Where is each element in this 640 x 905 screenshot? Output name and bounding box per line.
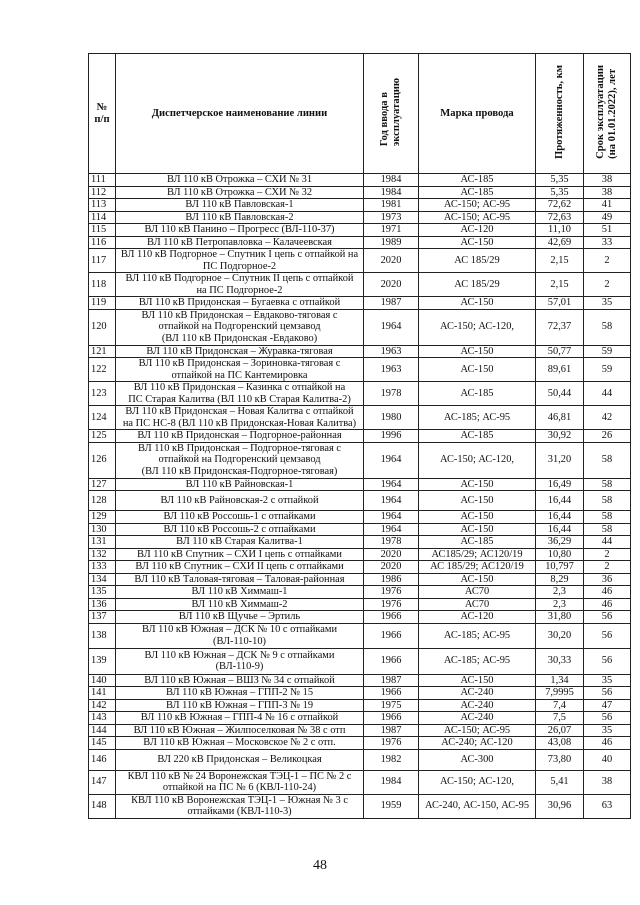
cell-wire: АС-150; АС-95 [419, 724, 536, 737]
cell-num: 135 [89, 586, 116, 599]
cell-length: 42,69 [536, 236, 584, 249]
cell-year: 1980 [364, 406, 419, 430]
cell-age: 56 [584, 687, 631, 700]
table-body [89, 174, 631, 819]
cell-name: ВЛ 110 кВ Южная – Московское № 2 с отп. [116, 737, 364, 750]
cell-wire: АС-185 [419, 536, 536, 549]
table-row [89, 273, 631, 297]
cell-num: 141 [89, 687, 116, 700]
cell-age: 2 [584, 273, 631, 297]
cell-year: 1966 [364, 712, 419, 725]
cell-length: 16,49 [536, 478, 584, 491]
cell-length: 8,29 [536, 573, 584, 586]
table-row [89, 297, 631, 310]
cell-num: 118 [89, 273, 116, 297]
cell-year: 1966 [364, 648, 419, 674]
cell-wire: АС-150 [419, 523, 536, 536]
cell-name: ВЛ 110 кВ Отрожка – СХИ № 31 [116, 174, 364, 187]
cell-year: 2020 [364, 249, 419, 273]
cell-name: ВЛ 110 кВ Райновская-1 [116, 478, 364, 491]
cell-name: ВЛ 110 кВ Подгорное – Спутник I цепь с отпайкой на ПС Подгорное-2 [116, 249, 364, 273]
cell-num: 129 [89, 511, 116, 524]
cell-wire: АС-120 [419, 224, 536, 237]
cell-num: 142 [89, 699, 116, 712]
cell-age: 2 [584, 249, 631, 273]
cell-name: КВЛ 110 кВ Воронежская ТЭЦ-1 – Южная № 3 с отпайками (КВЛ-110-3) [116, 794, 364, 818]
table-row [89, 737, 631, 750]
cell-length: 73,80 [536, 749, 584, 770]
cell-age: 40 [584, 749, 631, 770]
cell-age: 58 [584, 309, 631, 345]
cell-num: 122 [89, 358, 116, 382]
cell-length: 30,33 [536, 648, 584, 674]
cell-wire: АС-300 [419, 749, 536, 770]
cell-name: ВЛ 110 кВ Павловская-1 [116, 199, 364, 212]
cell-length: 43,08 [536, 737, 584, 750]
cell-num: 137 [89, 611, 116, 624]
cell-year: 1959 [364, 794, 419, 818]
cell-name: ВЛ 110 кВ Южная – ДСК № 10 с отпайками (ВЛ-110-10) [116, 623, 364, 648]
cell-age: 56 [584, 611, 631, 624]
cell-length: 46,81 [536, 406, 584, 430]
cell-length: 2,3 [536, 598, 584, 611]
cell-length: 30,92 [536, 430, 584, 443]
table-row [89, 561, 631, 574]
cell-age: 35 [584, 724, 631, 737]
cell-length: 72,63 [536, 211, 584, 224]
cell-year: 2020 [364, 273, 419, 297]
cell-wire: АС-150; АС-95 [419, 211, 536, 224]
cell-year: 1964 [364, 442, 419, 478]
cell-length: 2,15 [536, 249, 584, 273]
cell-wire: АС 185/29 [419, 273, 536, 297]
cell-year: 1989 [364, 236, 419, 249]
table-row [89, 382, 631, 406]
cell-year: 1966 [364, 611, 419, 624]
cell-year: 1963 [364, 358, 419, 382]
cell-length: 2,15 [536, 273, 584, 297]
cell-age: 35 [584, 674, 631, 687]
cell-length: 57,01 [536, 297, 584, 310]
cell-wire: АС-185 [419, 382, 536, 406]
cell-num: 121 [89, 345, 116, 358]
cell-age: 41 [584, 199, 631, 212]
table-row [89, 186, 631, 199]
cell-length: 50,44 [536, 382, 584, 406]
cell-length: 7,4 [536, 699, 584, 712]
header-num: № п/п [89, 54, 116, 174]
cell-age: 47 [584, 699, 631, 712]
cell-year: 1964 [364, 309, 419, 345]
cell-year: 1964 [364, 511, 419, 524]
cell-num: 124 [89, 406, 116, 430]
cell-name: ВЛ 110 кВ Химмаш-1 [116, 586, 364, 599]
cell-num: 116 [89, 236, 116, 249]
cell-name: ВЛ 110 кВ Южная – ДСК № 9 с отпайками (ВЛ-110-9) [116, 648, 364, 674]
table-row [89, 749, 631, 770]
cell-length: 5,35 [536, 186, 584, 199]
cell-wire: АС-185 [419, 174, 536, 187]
cell-num: 128 [89, 491, 116, 511]
cell-num: 132 [89, 548, 116, 561]
cell-length: 72,62 [536, 199, 584, 212]
cell-wire: АС-185 [419, 186, 536, 199]
cell-wire: АС 185/29 [419, 249, 536, 273]
line-register-table [88, 53, 631, 819]
table-row [89, 224, 631, 237]
cell-name: ВЛ 110 кВ Отрожка – СХИ № 32 [116, 186, 364, 199]
cell-num: 131 [89, 536, 116, 549]
cell-age: 38 [584, 770, 631, 794]
cell-age: 59 [584, 345, 631, 358]
cell-wire: АС70 [419, 586, 536, 599]
cell-name: ВЛ 110 кВ Южная – ВШЗ № 34 с отпайкой [116, 674, 364, 687]
cell-length: 31,20 [536, 442, 584, 478]
cell-num: 130 [89, 523, 116, 536]
cell-length: 50,77 [536, 345, 584, 358]
table-row [89, 249, 631, 273]
cell-name: ВЛ 110 кВ Спутник – СХИ II цепь с отпайками [116, 561, 364, 574]
cell-num: 139 [89, 648, 116, 674]
cell-year: 1976 [364, 586, 419, 599]
cell-age: 44 [584, 382, 631, 406]
cell-num: 126 [89, 442, 116, 478]
cell-year: 1984 [364, 186, 419, 199]
cell-age: 46 [584, 737, 631, 750]
cell-length: 72,37 [536, 309, 584, 345]
cell-length: 16,44 [536, 491, 584, 511]
cell-age: 56 [584, 712, 631, 725]
cell-name: ВЛ 110 кВ Южная – ГПП-4 № 16 с отпайкой [116, 712, 364, 725]
cell-length: 16,44 [536, 511, 584, 524]
cell-num: 143 [89, 712, 116, 725]
cell-num: 112 [89, 186, 116, 199]
cell-length: 31,80 [536, 611, 584, 624]
cell-age: 56 [584, 623, 631, 648]
cell-year: 1964 [364, 478, 419, 491]
page-number: 48 [313, 858, 327, 873]
cell-age: 35 [584, 297, 631, 310]
cell-age: 38 [584, 174, 631, 187]
cell-name: ВЛ 110 кВ Придонская – Журавка-тяговая [116, 345, 364, 358]
cell-wire: АС 185/29; АС120/19 [419, 561, 536, 574]
cell-length: 16,44 [536, 523, 584, 536]
table-row [89, 236, 631, 249]
cell-age: 58 [584, 491, 631, 511]
cell-age: 46 [584, 586, 631, 599]
cell-year: 1987 [364, 297, 419, 310]
cell-wire: АС-150 [419, 297, 536, 310]
cell-wire: АС-150; АС-120, [419, 442, 536, 478]
cell-num: 136 [89, 598, 116, 611]
table-row [89, 406, 631, 430]
cell-length: 7,9995 [536, 687, 584, 700]
cell-age: 56 [584, 648, 631, 674]
cell-year: 1978 [364, 382, 419, 406]
cell-name: ВЛ 110 кВ Придонская – Подгорное-тяговая с отпайкой на Подгоренский цемзавод (ВЛ 110 кВ Придонская-Подгорное-тяговая) [116, 442, 364, 478]
cell-age: 49 [584, 211, 631, 224]
cell-wire: АС70 [419, 598, 536, 611]
cell-name: ВЛ 110 кВ Петропавловка – Калачеевская [116, 236, 364, 249]
table-row [89, 712, 631, 725]
cell-wire: АС-150; АС-95 [419, 199, 536, 212]
cell-year: 1976 [364, 598, 419, 611]
cell-num: 125 [89, 430, 116, 443]
cell-name: ВЛ 110 кВ Райновская-2 с отпайкой [116, 491, 364, 511]
cell-age: 44 [584, 536, 631, 549]
cell-num: 133 [89, 561, 116, 574]
cell-wire: АС-240, АС-150, АС-95 [419, 794, 536, 818]
cell-num: 144 [89, 724, 116, 737]
cell-wire: АС-240 [419, 687, 536, 700]
table-row [89, 573, 631, 586]
cell-length: 10,80 [536, 548, 584, 561]
header-length: Протяженность, км [536, 54, 584, 174]
table-row [89, 442, 631, 478]
cell-age: 2 [584, 561, 631, 574]
cell-age: 26 [584, 430, 631, 443]
cell-age: 46 [584, 598, 631, 611]
cell-num: 127 [89, 478, 116, 491]
cell-name: ВЛ 110 кВ Южная – ГПП-3 № 19 [116, 699, 364, 712]
cell-num: 120 [89, 309, 116, 345]
cell-year: 1996 [364, 430, 419, 443]
table-row [89, 199, 631, 212]
cell-wire: АС-185; АС-95 [419, 623, 536, 648]
table-row [89, 648, 631, 674]
table-row [89, 491, 631, 511]
cell-num: 148 [89, 794, 116, 818]
cell-length: 30,96 [536, 794, 584, 818]
cell-num: 119 [89, 297, 116, 310]
header-year: Год ввода в эксплуатацию [364, 54, 419, 174]
cell-length: 5,35 [536, 174, 584, 187]
cell-age: 58 [584, 511, 631, 524]
cell-name: ВЛ 110 кВ Павловская-2 [116, 211, 364, 224]
cell-wire: АС-150 [419, 236, 536, 249]
cell-year: 1975 [364, 699, 419, 712]
cell-year: 1973 [364, 211, 419, 224]
cell-age: 38 [584, 186, 631, 199]
cell-name: ВЛ 110 кВ Южная – Жилпоселковая № 38 с отп [116, 724, 364, 737]
cell-num: 114 [89, 211, 116, 224]
cell-wire: АС-185; АС-95 [419, 406, 536, 430]
cell-year: 1984 [364, 770, 419, 794]
cell-length: 11,10 [536, 224, 584, 237]
cell-name: ВЛ 110 кВ Южная – ГПП-2 № 15 [116, 687, 364, 700]
cell-num: 111 [89, 174, 116, 187]
table-row [89, 623, 631, 648]
cell-wire: АС-240; АС-120 [419, 737, 536, 750]
cell-name: ВЛ 110 кВ Старая Калитва-1 [116, 536, 364, 549]
table-row [89, 523, 631, 536]
cell-name: ВЛ 110 кВ Спутник – СХИ I цепь с отпайками [116, 548, 364, 561]
cell-year: 1982 [364, 749, 419, 770]
cell-name: ВЛ 110 кВ Таловая-тяговая – Таловая-районная [116, 573, 364, 586]
cell-age: 51 [584, 224, 631, 237]
cell-length: 10,797 [536, 561, 584, 574]
cell-num: 145 [89, 737, 116, 750]
cell-name: ВЛ 110 кВ Россошь-1 с отпайками [116, 511, 364, 524]
cell-wire: АС-150; АС-120, [419, 309, 536, 345]
cell-name: ВЛ 110 кВ Химмаш-2 [116, 598, 364, 611]
table-row [89, 674, 631, 687]
cell-wire: АС-185 [419, 430, 536, 443]
cell-wire: АС-150 [419, 345, 536, 358]
table-row [89, 309, 631, 345]
cell-length: 7,5 [536, 712, 584, 725]
cell-age: 36 [584, 573, 631, 586]
cell-year: 1966 [364, 687, 419, 700]
cell-year: 1964 [364, 491, 419, 511]
cell-name: КВЛ 110 кВ № 24 Воронежская ТЭЦ-1 – ПС № 2 с отпайкой на ПС № 6 (КВЛ-110-24) [116, 770, 364, 794]
cell-age: 58 [584, 442, 631, 478]
cell-length: 89,61 [536, 358, 584, 382]
table-row [89, 611, 631, 624]
cell-num: 117 [89, 249, 116, 273]
cell-age: 2 [584, 548, 631, 561]
table-row [89, 211, 631, 224]
cell-year: 1963 [364, 345, 419, 358]
header-age: Срок эксплуатации (на 01.01.2022), лет [584, 54, 631, 174]
cell-wire: АС-120 [419, 611, 536, 624]
cell-num: 138 [89, 623, 116, 648]
table-row [89, 511, 631, 524]
table-row [89, 699, 631, 712]
table-row [89, 770, 631, 794]
cell-name: ВЛ 110 кВ Придонская – Новая Калитва с отпайкой на ПС НС-8 (ВЛ 110 кВ Придонская-Новая Калитва) [116, 406, 364, 430]
cell-length: 5,41 [536, 770, 584, 794]
cell-year: 2020 [364, 561, 419, 574]
cell-num: 134 [89, 573, 116, 586]
cell-age: 63 [584, 794, 631, 818]
cell-wire: АС-185; АС-95 [419, 648, 536, 674]
cell-year: 1976 [364, 737, 419, 750]
cell-age: 42 [584, 406, 631, 430]
cell-year: 1986 [364, 573, 419, 586]
table-row [89, 174, 631, 187]
table-row [89, 548, 631, 561]
header-wire: Марка провода [419, 54, 536, 174]
cell-year: 2020 [364, 548, 419, 561]
cell-length: 1,34 [536, 674, 584, 687]
cell-num: 147 [89, 770, 116, 794]
cell-wire: АС-240 [419, 712, 536, 725]
cell-year: 1987 [364, 724, 419, 737]
cell-year: 1966 [364, 623, 419, 648]
cell-length: 2,3 [536, 586, 584, 599]
cell-name: ВЛ 110 кВ Придонская – Зориновка-тяговая с отпайкой на ПС Кантемировка [116, 358, 364, 382]
table-row [89, 687, 631, 700]
cell-wire: АС-240 [419, 699, 536, 712]
cell-num: 113 [89, 199, 116, 212]
cell-year: 1987 [364, 674, 419, 687]
cell-name: ВЛ 110 кВ Придонская – Бугаевка с отпайкой [116, 297, 364, 310]
header-name: Диспетчерское наименование линии [116, 54, 364, 174]
cell-year: 1964 [364, 523, 419, 536]
cell-name: ВЛ 110 кВ Россошь-2 с отпайками [116, 523, 364, 536]
cell-name: ВЛ 110 кВ Придонская – Подгорное-районная [116, 430, 364, 443]
table-row [89, 598, 631, 611]
cell-name: ВЛ 220 кВ Придонская – Великоцкая [116, 749, 364, 770]
cell-wire: АС-150 [419, 358, 536, 382]
cell-year: 1981 [364, 199, 419, 212]
cell-num: 146 [89, 749, 116, 770]
cell-length: 26,07 [536, 724, 584, 737]
table-row [89, 586, 631, 599]
table-row [89, 478, 631, 491]
cell-wire: АС-150 [419, 478, 536, 491]
table-row [89, 345, 631, 358]
cell-wire: АС-150 [419, 491, 536, 511]
cell-length: 30,20 [536, 623, 584, 648]
cell-num: 123 [89, 382, 116, 406]
cell-age: 58 [584, 523, 631, 536]
table-row [89, 430, 631, 443]
cell-year: 1984 [364, 174, 419, 187]
cell-wire: АС185/29; АС120/19 [419, 548, 536, 561]
table-row [89, 358, 631, 382]
cell-name: ВЛ 110 кВ Щучье – Эртиль [116, 611, 364, 624]
table-row [89, 536, 631, 549]
table-header-row [89, 54, 631, 174]
cell-wire: АС-150 [419, 573, 536, 586]
cell-wire: АС-150 [419, 674, 536, 687]
cell-wire: АС-150 [419, 511, 536, 524]
cell-name: ВЛ 110 кВ Придонская – Евдаково-тяговая с отпайкой на Подгоренский цемзавод (ВЛ 110 кВ Придонская -Евдаково) [116, 309, 364, 345]
cell-wire: АС-150; АС-120, [419, 770, 536, 794]
cell-name: ВЛ 110 кВ Панино – Прогресс (ВЛ-110-37) [116, 224, 364, 237]
table-row [89, 794, 631, 818]
cell-num: 140 [89, 674, 116, 687]
cell-name: ВЛ 110 кВ Подгорное – Спутник II цепь с отпайкой на ПС Подгорное-2 [116, 273, 364, 297]
cell-age: 59 [584, 358, 631, 382]
cell-year: 1971 [364, 224, 419, 237]
cell-length: 36,29 [536, 536, 584, 549]
cell-num: 115 [89, 224, 116, 237]
cell-year: 1978 [364, 536, 419, 549]
cell-age: 58 [584, 478, 631, 491]
cell-age: 33 [584, 236, 631, 249]
cell-name: ВЛ 110 кВ Придонская – Казинка с отпайкой на ПС Старая Калитва (ВЛ 110 кВ Старая Калитва-2) [116, 382, 364, 406]
table-row [89, 724, 631, 737]
